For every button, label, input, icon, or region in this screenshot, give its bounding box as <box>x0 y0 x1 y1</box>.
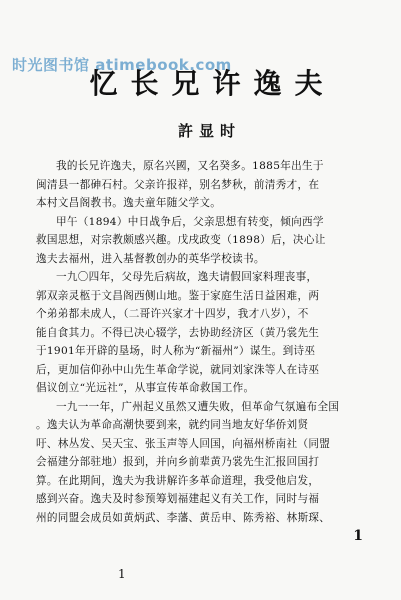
body-line: 一九一一年，广州起义虽然又遭失败，但革命气氛遍布全国 <box>56 400 340 413</box>
body-line: 我的长兄许逸夫，原名兴國，又名癸多。1885年出生于 <box>56 160 324 172</box>
body-line: 后，更加信仰孙中山先生革命学说，就同刘家洙等人在诗巫 <box>36 363 320 376</box>
watermark-text: 时光图书馆 atimebook.com <box>12 56 232 74</box>
body-line: 能自食其力。不得已决心辍学，去协助经济区（黄乃裳先生 <box>36 326 320 339</box>
footer-mark: 1 <box>118 567 126 581</box>
body-line: 一九〇四年，父母先后病故，逸夫请假回家料理丧事， <box>56 271 318 283</box>
body-line: 会福建分部驻地）报到，并向乡前辈黄乃裳先生汇报回国打 <box>36 456 320 468</box>
body-line: 于1901年开辟的垦场，时人称为“新福州”）谋生。到诗巫 <box>36 345 316 357</box>
body-line: 州的同盟会成员如黄炳武、李藩、黄岳申、陈秀裕、林斯琛、 <box>36 511 331 524</box>
author-name: 許显时 <box>177 122 241 140</box>
body-line: 甲午（1894）中日战争后，父亲思想有转变，倾向西学 <box>56 215 324 228</box>
body-line: 吁、林丛发、吴天宝、张玉声等人回国，向福州桥南社（同盟 <box>36 437 331 450</box>
body-line: 个弟弟都未成人，（二哥许兴家才十四岁，我才八岁），不 <box>36 308 309 320</box>
body-line: 感到兴奋。逸夫及时参预筹划福建起义有关工作，同时与福 <box>36 493 320 505</box>
body-line: 救国思想，对宗教颇感兴趣。戊戌政变（1898）后，决心让 <box>36 234 326 246</box>
body-line: 倡议创立“光远社”，从事宣传革命救国工作。 <box>36 382 255 394</box>
body-line: 。逸夫认为革命高潮快要到来，就约同当地友好华侨刘贤 <box>36 419 309 431</box>
body-line: 本村文昌阁教书。逸夫童年随父学文。 <box>36 197 222 209</box>
article-body <box>36 157 381 527</box>
body-line: 郭双亲灵柩于文昌阁西侧山地。鉴于家庭生活日益困难，两 <box>36 289 320 302</box>
body-line: 闽清县一都砷石村。父亲许报祥，别名梦秋，前清秀才，在 <box>36 178 320 191</box>
article-title: 忆长兄许逸夫 <box>89 67 336 100</box>
body-line: 算。在此期间，逸夫为我讲解许多革命道理，我受他启发， <box>36 474 320 487</box>
page-number: 1 <box>353 528 363 544</box>
body-line: 逸夫去福州，进入基督教创办的英华学校读书。 <box>36 252 265 265</box>
